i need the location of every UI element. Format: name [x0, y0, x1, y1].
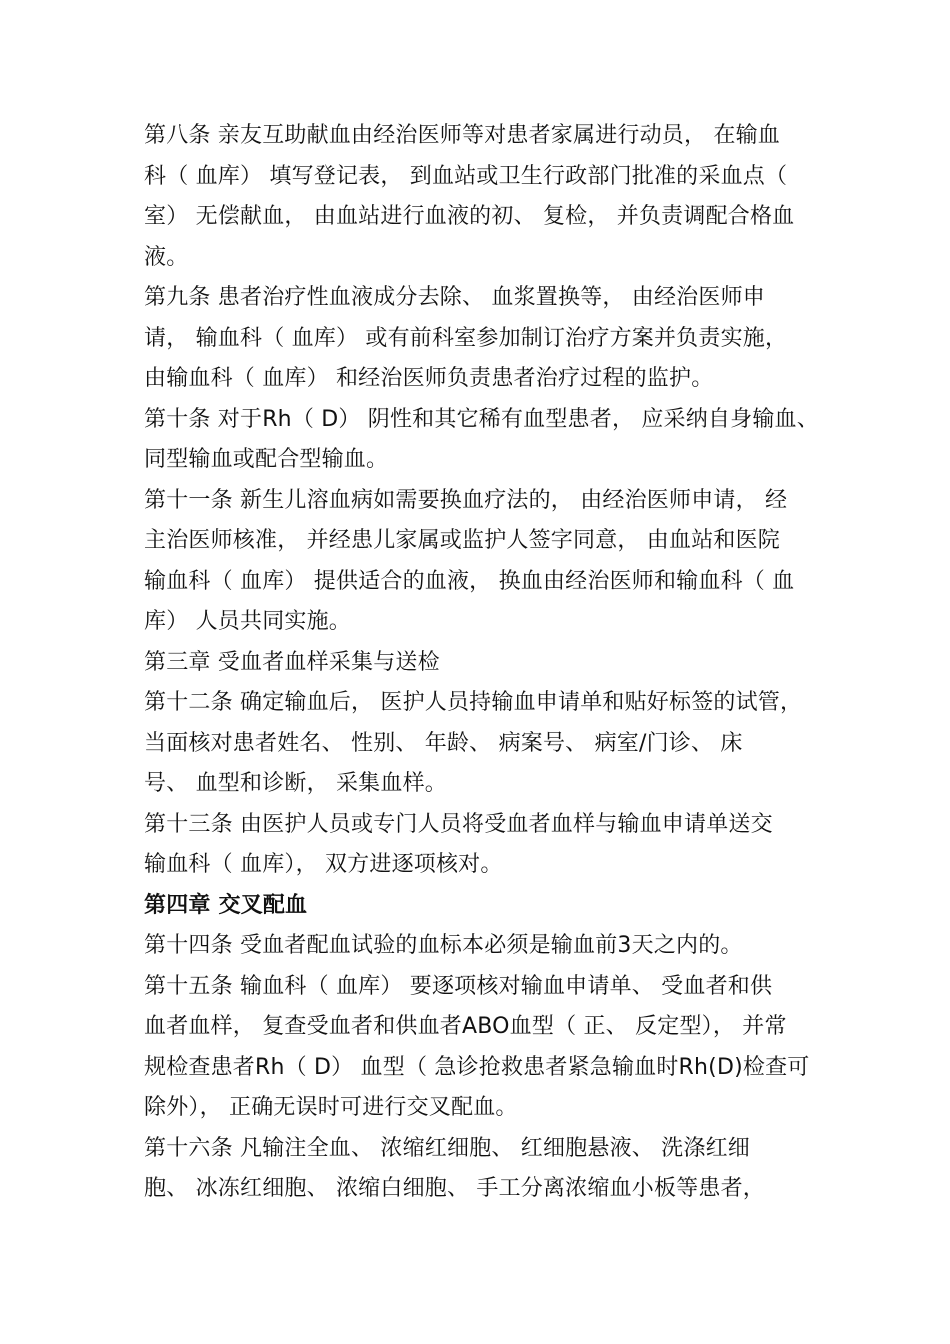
text-line: 第十一条 新生儿溶血病如需要换血疗法的， 由经治医师申请， 经 [144, 487, 788, 513]
chapter-4-title [144, 886, 812, 927]
article-10 [144, 400, 819, 481]
text-line: 第九条 患者治疗性血液成分去除、 血浆置换等， 由经治医师申 [144, 285, 765, 310]
chapter-heading: 第三章 受血者血样采集与送检 [144, 649, 440, 675]
text-line: 第十条 对于Rh（ D） 阴性和其它稀有血型患者， 应采纳自身输血、 [144, 406, 819, 432]
text-line: 第十二条 确定输血后， 医护人员持输血申请单和贴好标签的试管， [144, 690, 803, 715]
text-line: 第十五条 输血科（ 血库） 要逐项核对输血申请单、 受血者和供 [144, 973, 773, 999]
text-line: 输血科（ 血库）， 双方进逐项核对。 [144, 852, 503, 877]
article-11 [144, 481, 812, 643]
text-line: 当面核对患者姓名、 性别、 年龄、 病案号、 病室/门诊、 床 [144, 730, 743, 756]
chapter-3-title [144, 643, 812, 684]
text-line: 规检查患者Rh（ D） 血型（ 急诊抢救患者紧急输血时Rh(D)检查可 [144, 1054, 810, 1080]
text-line: 主治医师核准， 并经患儿家属或监护人签字同意， 由血站和医院 [144, 528, 780, 553]
article-16 [144, 1129, 812, 1210]
article-12 [144, 683, 812, 805]
text-line: 同型输血或配合型输血。 [144, 447, 389, 472]
text-line: 血者血样， 复查受血者和供血者ABO血型（ 正、 反定型）， 并常 [144, 1014, 787, 1039]
text-line: 室） 无偿献血， 由血站进行血液的初、 复检， 并负责调配合格血 [144, 204, 795, 229]
text-line: 第十六条 凡输注全血、 浓缩红细胞、 红细胞悬液、 洗涤红细 [144, 1135, 750, 1161]
article-14 [144, 926, 812, 967]
text-line: 由输血科（ 血库） 和经治医师负责患者治疗过程的监护。 [144, 366, 714, 391]
text-line: 科（ 血库） 填写登记表， 到血站或卫生行政部门批准的采血点（ [144, 163, 788, 189]
text-line: 第八条 亲友互助献血由经治医师等对患者家属进行动员， 在输血 [144, 123, 780, 148]
text-line: 请， 输血科（ 血库） 或有前科室参加制订治疗方案并负责实施， [144, 325, 788, 351]
text-line: 液。 [144, 244, 189, 270]
text-line: 第十四条 受血者配血试验的血标本必须是输血前3天之内的。 [144, 933, 743, 958]
text-line: 号、 血型和诊断， 采集血样。 [144, 771, 447, 796]
document-body [144, 116, 819, 1210]
article-8 [144, 116, 812, 278]
text-line: 输血科（ 血库） 提供适合的血液， 换血由经治医师和输血科（ 血 [144, 568, 795, 594]
article-9 [144, 278, 812, 400]
chapter-heading: 第四章 交叉配血 [144, 892, 308, 918]
text-line: 第十三条 由医护人员或专门人员将受血者血样与输血申请单送交 [144, 811, 773, 837]
article-15 [144, 967, 812, 1129]
text-line: 胞、 冰冻红细胞、 浓缩白细胞、 手工分离浓缩血小板等患者， [144, 1176, 765, 1201]
article-13 [144, 805, 812, 886]
text-line: 除外）， 正确无误时可进行交叉配血。 [144, 1095, 518, 1120]
text-line: 库） 人员共同实施。 [144, 609, 351, 634]
